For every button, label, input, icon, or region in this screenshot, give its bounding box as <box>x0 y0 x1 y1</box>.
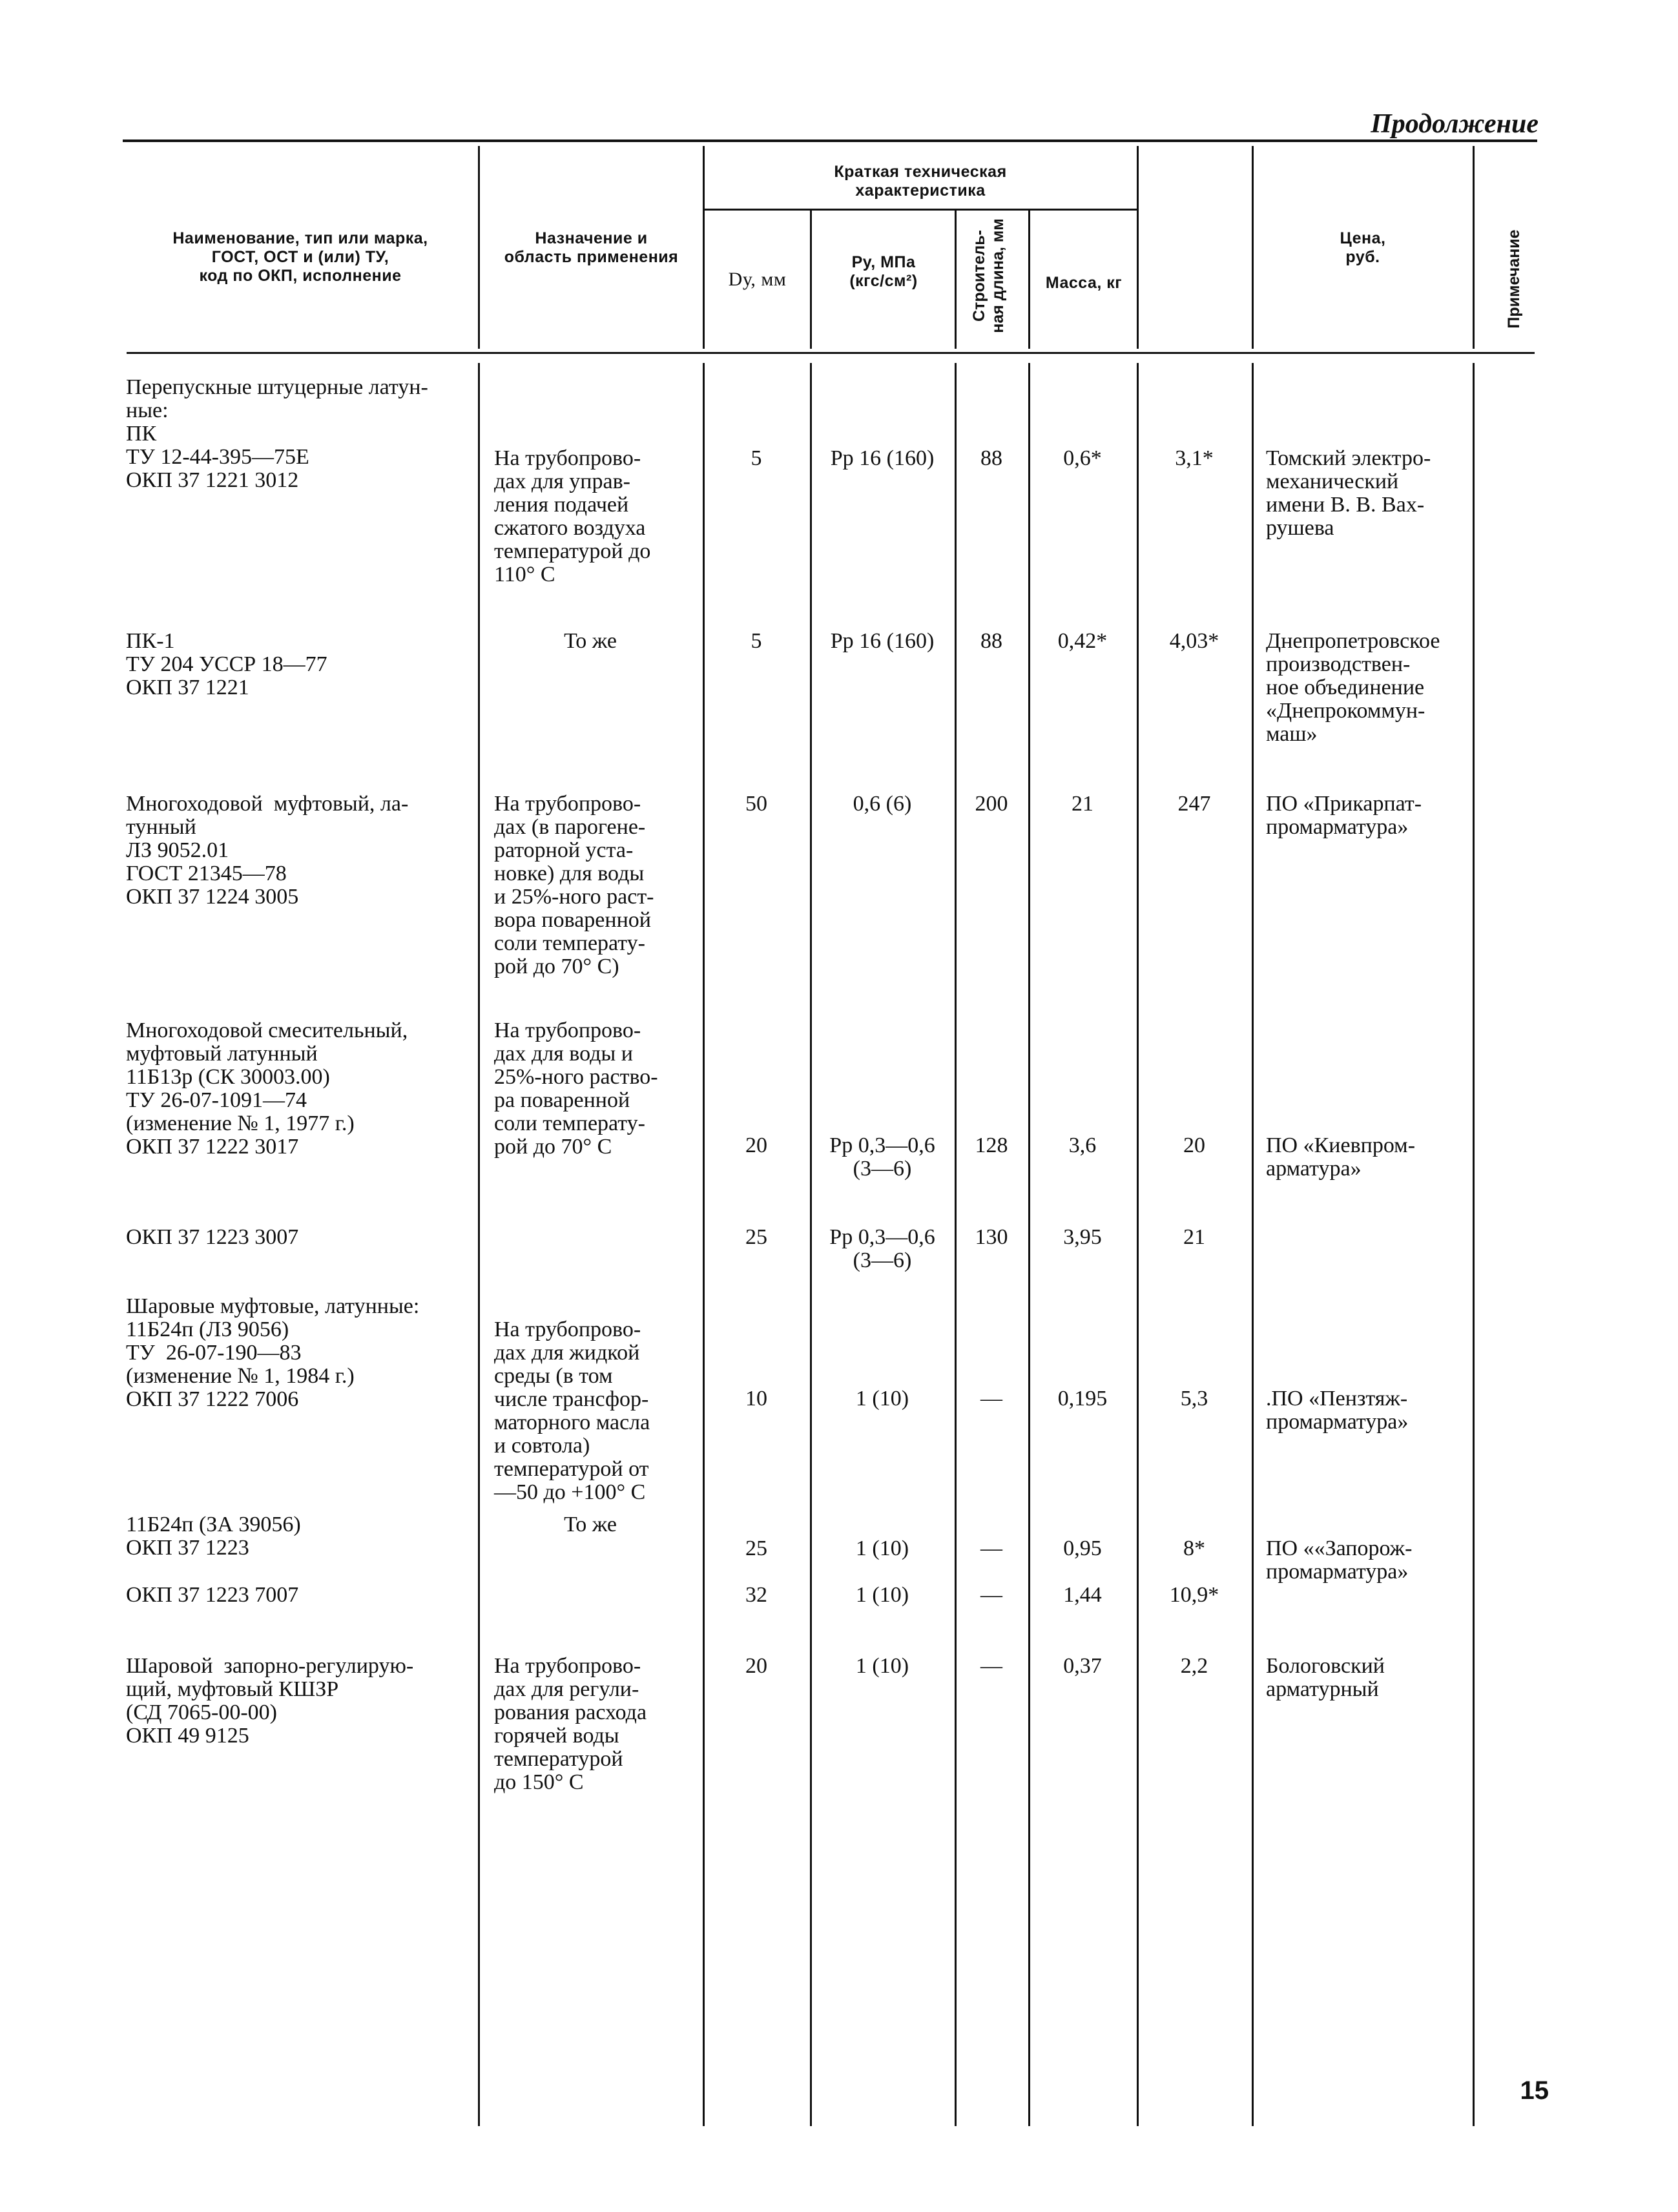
row-7-py: 1 (10) <box>855 1536 909 1560</box>
header-divider <box>1252 146 1254 349</box>
row-1-dy: 5 <box>751 446 762 470</box>
row-2-price: 4,03* <box>1169 629 1219 653</box>
body-divider <box>1473 363 1475 2126</box>
row-1-purpose: На трубопрово- дах для управ- ления подачей сжатого воздуха температурой до 110° С <box>494 446 651 586</box>
row-5-price: 21 <box>1183 1225 1205 1249</box>
row-2-purpose: То же <box>564 629 617 653</box>
row-6-mass: 0,195 <box>1057 1387 1108 1411</box>
header-purpose: Назначение и область применения <box>504 229 679 266</box>
row-6-name: Шаровые муфтовые, латунные: 11Б24п (ЛЗ 9056) ТУ 26-07-190—83 (изменение № 1, 1984 г.) ОКП 37 1222 7006 <box>126 1294 420 1411</box>
row-6-maker: .ПО «Пензтяж- промарматура» <box>1266 1387 1409 1434</box>
row-4-maker: ПО «Киевпром- арматура» <box>1266 1133 1416 1181</box>
row-7-length: — <box>980 1536 1002 1560</box>
row-7-mass: 0,95 <box>1063 1536 1102 1560</box>
row-9-maker: Бологовский арматурный <box>1266 1654 1385 1701</box>
row-7-purpose: То же <box>564 1513 617 1536</box>
continuation-label: Продолжение <box>1371 109 1538 139</box>
row-2-name: ПК-1 ТУ 204 УССР 18—77 ОКП 37 1221 <box>126 629 327 699</box>
header-tech-group: Краткая техническая характеристика <box>834 163 1007 200</box>
row-3-py: 0,6 (6) <box>853 792 912 816</box>
row-9-py: 1 (10) <box>855 1654 909 1678</box>
row-4-dy: 20 <box>745 1133 767 1157</box>
row-4-mass: 3,6 <box>1068 1133 1097 1157</box>
row-9-mass: 0,37 <box>1063 1654 1102 1678</box>
row-1-price: 3,1* <box>1175 446 1214 470</box>
row-4-py: Pр 0,3—0,6 (3—6) <box>829 1133 935 1181</box>
page-number: 15 <box>1520 2076 1549 2105</box>
row-6-dy: 10 <box>745 1387 767 1411</box>
row-4-length: 128 <box>975 1133 1008 1157</box>
row-5-name: ОКП 37 1223 3007 <box>126 1225 299 1249</box>
row-2-length: 88 <box>980 629 1002 653</box>
row-9-dy: 20 <box>745 1654 767 1678</box>
row-2-maker: Днепропетровское производствен- ное объединение «Днепрокоммун- маш» <box>1266 629 1440 746</box>
row-9-purpose: На трубопрово- дах для регули- рования расхода горячей воды температурой до 150° С <box>494 1654 647 1794</box>
header-subrule <box>703 209 1137 211</box>
row-9-length: — <box>980 1654 1002 1678</box>
row-3-purpose: На трубопрово- дах (в парогене- раторной уста- новке) для воды и 25%-ного раст- вора поваренной соли температу- рой до 70° С) <box>494 792 654 978</box>
header-note: Примечание <box>1505 229 1523 329</box>
row-8-py: 1 (10) <box>855 1583 909 1607</box>
header-divider <box>1028 211 1030 349</box>
row-3-name: Многоходовой муфтовый, ла- тунный ЛЗ 9052.01 ГОСТ 21345—78 ОКП 37 1224 3005 <box>126 792 409 909</box>
row-3-dy: 50 <box>745 792 767 816</box>
row-5-dy: 25 <box>745 1225 767 1249</box>
row-2-dy: 5 <box>751 629 762 653</box>
row-6-length: — <box>980 1387 1002 1411</box>
row-2-mass: 0,42* <box>1057 629 1108 653</box>
row-1-mass: 0,6* <box>1063 446 1102 470</box>
header-divider <box>810 211 812 349</box>
row-3-price: 247 <box>1177 792 1211 816</box>
row-4-price: 20 <box>1183 1133 1205 1157</box>
row-1-name: Перепускные штуцерные латун- ные: ПК ТУ 12-44-395—75Е ОКП 37 1221 3012 <box>126 375 428 492</box>
row-5-length: 130 <box>975 1225 1008 1249</box>
row-7-maker: ПО ««Запорож- промарматура» <box>1266 1536 1413 1584</box>
row-9-name: Шаровой запорно-регулирую- щий, муфтовый КШЗР (СД 7065-00-00) ОКП 49 9125 <box>126 1654 414 1748</box>
row-3-maker: ПО «Прикарпат- промарматура» <box>1266 792 1422 839</box>
row-1-py: Pр 16 (160) <box>830 446 935 470</box>
body-divider <box>478 363 480 2126</box>
row-7-price: 8* <box>1183 1536 1205 1560</box>
row-6-py: 1 (10) <box>855 1387 909 1411</box>
header-price: Цена, руб. <box>1340 229 1386 266</box>
header-mass: Масса, кг <box>1045 274 1123 292</box>
row-3-mass: 21 <box>1072 792 1093 816</box>
row-6-purpose: На трубопрово- дах для жидкой среды (в том числе трансфор- маторного масла и совтола) температурой от —50 до +100° С <box>494 1318 650 1504</box>
header-length: Строитель- ная длина, мм <box>970 218 1007 333</box>
header-divider <box>1473 146 1475 349</box>
row-3-length: 200 <box>975 792 1008 816</box>
row-8-name: ОКП 37 1223 7007 <box>126 1583 299 1607</box>
row-8-price: 10,9* <box>1169 1583 1219 1607</box>
header-name: Наименование, тип или марка, ГОСТ, ОСТ и (или) ТУ, код по ОКП, исполнение <box>172 229 428 285</box>
row-2-py: Pр 16 (160) <box>830 629 935 653</box>
header-dy: Dу, мм <box>728 269 787 290</box>
header-divider <box>1137 146 1139 349</box>
row-5-py: Pр 0,3—0,6 (3—6) <box>829 1225 935 1272</box>
header-py: Pу, МПа (кгс/см²) <box>849 253 918 290</box>
header-divider <box>703 146 705 349</box>
row-5-mass: 3,95 <box>1063 1225 1102 1249</box>
row-1-length: 88 <box>980 446 1002 470</box>
row-8-length: — <box>980 1583 1002 1607</box>
header-bottom-rule <box>127 352 1535 354</box>
header-divider <box>478 146 480 349</box>
row-8-dy: 32 <box>745 1583 767 1607</box>
row-8-mass: 1,44 <box>1063 1583 1102 1607</box>
table-top-rule <box>123 140 1537 142</box>
row-7-dy: 25 <box>745 1536 767 1560</box>
row-4-purpose: На трубопрово- дах для воды и 25%-ного раство- ра поваренной соли температу- рой до 70° С <box>494 1018 658 1159</box>
row-7-name: 11Б24п (ЗА 39056) ОКП 37 1223 <box>126 1513 301 1560</box>
row-6-price: 5,3 <box>1180 1387 1208 1411</box>
row-9-price: 2,2 <box>1180 1654 1208 1678</box>
row-4-name: Многоходовой смесительный, муфтовый латунный 11Б13р (СК 30003.00) ТУ 26-07-1091—74 (изменение № 1, 1977 г.) ОКП 37 1222 3017 <box>126 1018 408 1159</box>
body-divider <box>1252 363 1254 2126</box>
row-1-maker: Томский электро- механический имени В. В. Вах- рушева <box>1266 446 1431 540</box>
header-divider <box>955 211 957 349</box>
